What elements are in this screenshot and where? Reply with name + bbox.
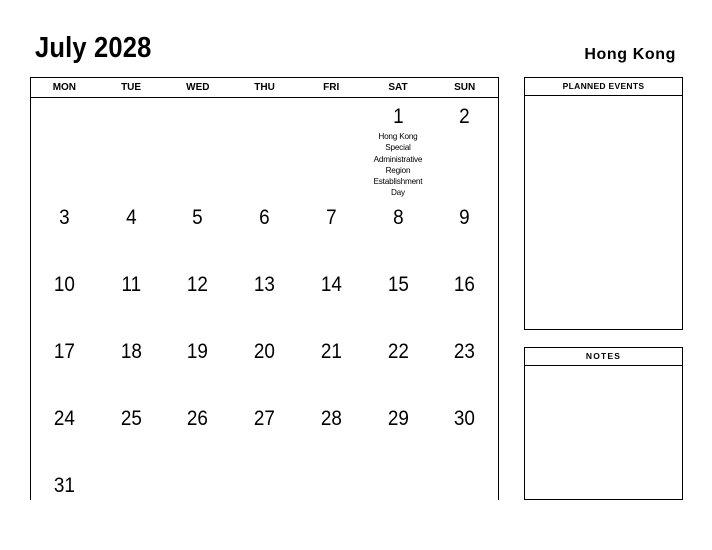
day-number: 13 (253, 273, 276, 296)
day-cell[interactable] (365, 199, 432, 266)
day-cell[interactable] (365, 467, 432, 534)
day-cell[interactable] (164, 98, 231, 199)
day-cell[interactable] (365, 333, 432, 400)
day-cell[interactable] (31, 266, 98, 333)
day-number: 6 (259, 206, 270, 229)
day-number: 22 (387, 340, 409, 363)
day-number: 11 (121, 273, 141, 296)
day-number: 2 (459, 105, 470, 128)
week-row (31, 467, 498, 534)
day-cell[interactable] (31, 333, 98, 400)
week-row (31, 333, 498, 400)
day-cell[interactable] (98, 467, 165, 534)
day-number: 23 (454, 340, 476, 363)
day-number: 26 (187, 407, 209, 430)
notes-panel (524, 347, 683, 500)
calendar-weeks (31, 98, 498, 534)
day-number: 3 (59, 206, 70, 229)
day-cell[interactable] (365, 400, 432, 467)
day-number: 14 (320, 273, 342, 296)
week-row (31, 199, 498, 266)
day-cell[interactable] (31, 98, 98, 199)
day-cell[interactable] (231, 400, 298, 467)
day-number: 25 (120, 407, 142, 430)
day-number: 24 (53, 407, 75, 430)
day-number: 8 (392, 206, 404, 229)
week-row (31, 266, 498, 333)
day-cell[interactable] (298, 98, 365, 199)
weekday-mon: MON (52, 82, 77, 93)
day-number (34, 98, 94, 105)
day-cell[interactable] (98, 199, 165, 266)
calendar-grid (30, 77, 499, 500)
day-cell[interactable] (431, 266, 498, 333)
weekday-sat: SAT (388, 82, 408, 93)
day-cell[interactable] (431, 333, 498, 400)
day-number: 16 (454, 273, 476, 296)
day-cell[interactable] (231, 467, 298, 534)
day-cell[interactable] (231, 98, 298, 199)
day-number: 21 (320, 340, 342, 363)
day-cell[interactable] (98, 333, 165, 400)
weekday-fri: FRI (323, 82, 340, 93)
day-number: 12 (187, 273, 209, 296)
day-cell[interactable] (164, 266, 231, 333)
day-cell[interactable] (431, 400, 498, 467)
day-number: 28 (320, 407, 342, 430)
day-number: 9 (459, 206, 470, 229)
weekday-header (31, 78, 498, 98)
week-row (31, 98, 498, 199)
day-cell[interactable] (98, 266, 165, 333)
day-cell[interactable] (164, 467, 231, 534)
day-cell[interactable] (298, 333, 365, 400)
day-number (301, 98, 361, 105)
day-number: 7 (325, 206, 337, 229)
weekday-wed: WED (186, 82, 210, 93)
weekday-tue: TUE (121, 82, 142, 93)
day-number: 10 (53, 273, 75, 296)
day-cell[interactable] (98, 98, 165, 199)
day-cell[interactable] (31, 199, 98, 266)
region-label: Hong Kong (584, 46, 676, 63)
day-number: 15 (387, 273, 409, 296)
day-number (168, 98, 228, 105)
day-cell[interactable] (298, 467, 365, 534)
notes-heading: NOTES (525, 348, 682, 366)
day-cell[interactable] (231, 199, 298, 266)
day-number (301, 467, 361, 474)
day-number (168, 467, 228, 474)
day-number (101, 98, 161, 105)
day-number: 19 (187, 340, 209, 363)
day-number: 29 (387, 407, 409, 430)
day-number (435, 467, 495, 474)
day-cell[interactable] (298, 266, 365, 333)
day-number: 27 (253, 407, 276, 430)
day-number: 20 (253, 340, 276, 363)
day-number (234, 467, 294, 474)
day-cell[interactable] (231, 266, 298, 333)
day-cell[interactable] (298, 199, 365, 266)
day-number (101, 467, 161, 474)
day-number (368, 467, 428, 474)
day-number: 5 (192, 206, 204, 229)
day-cell[interactable] (431, 199, 498, 266)
planned-events-heading: PLANNED EVENTS (525, 78, 682, 96)
day-number: 18 (120, 340, 142, 363)
weekday-thu: THU (254, 82, 275, 93)
day-number: 4 (125, 206, 137, 229)
week-row (31, 400, 498, 467)
day-cell[interactable] (31, 467, 98, 534)
day-cell[interactable] (365, 266, 432, 333)
day-number (234, 98, 294, 105)
weekday-sun: SUN (454, 82, 476, 93)
holiday-label: Hong Kong Special Administrative Region Establishment Day (373, 132, 423, 198)
planned-events-panel (524, 77, 683, 330)
day-number: 1 (392, 105, 404, 128)
day-cell[interactable] (365, 98, 432, 199)
day-cell[interactable] (164, 400, 231, 467)
day-cell[interactable] (164, 199, 231, 266)
day-cell[interactable] (98, 400, 165, 467)
day-cell[interactable] (164, 333, 231, 400)
day-cell[interactable] (31, 400, 98, 467)
day-number: 31 (53, 474, 75, 497)
day-cell[interactable] (298, 400, 365, 467)
day-cell[interactable] (231, 333, 298, 400)
page-title: July 2028 (35, 32, 152, 64)
day-cell[interactable] (431, 467, 498, 534)
day-number: 17 (53, 340, 75, 363)
day-cell[interactable] (431, 98, 498, 199)
day-number: 30 (454, 407, 476, 430)
